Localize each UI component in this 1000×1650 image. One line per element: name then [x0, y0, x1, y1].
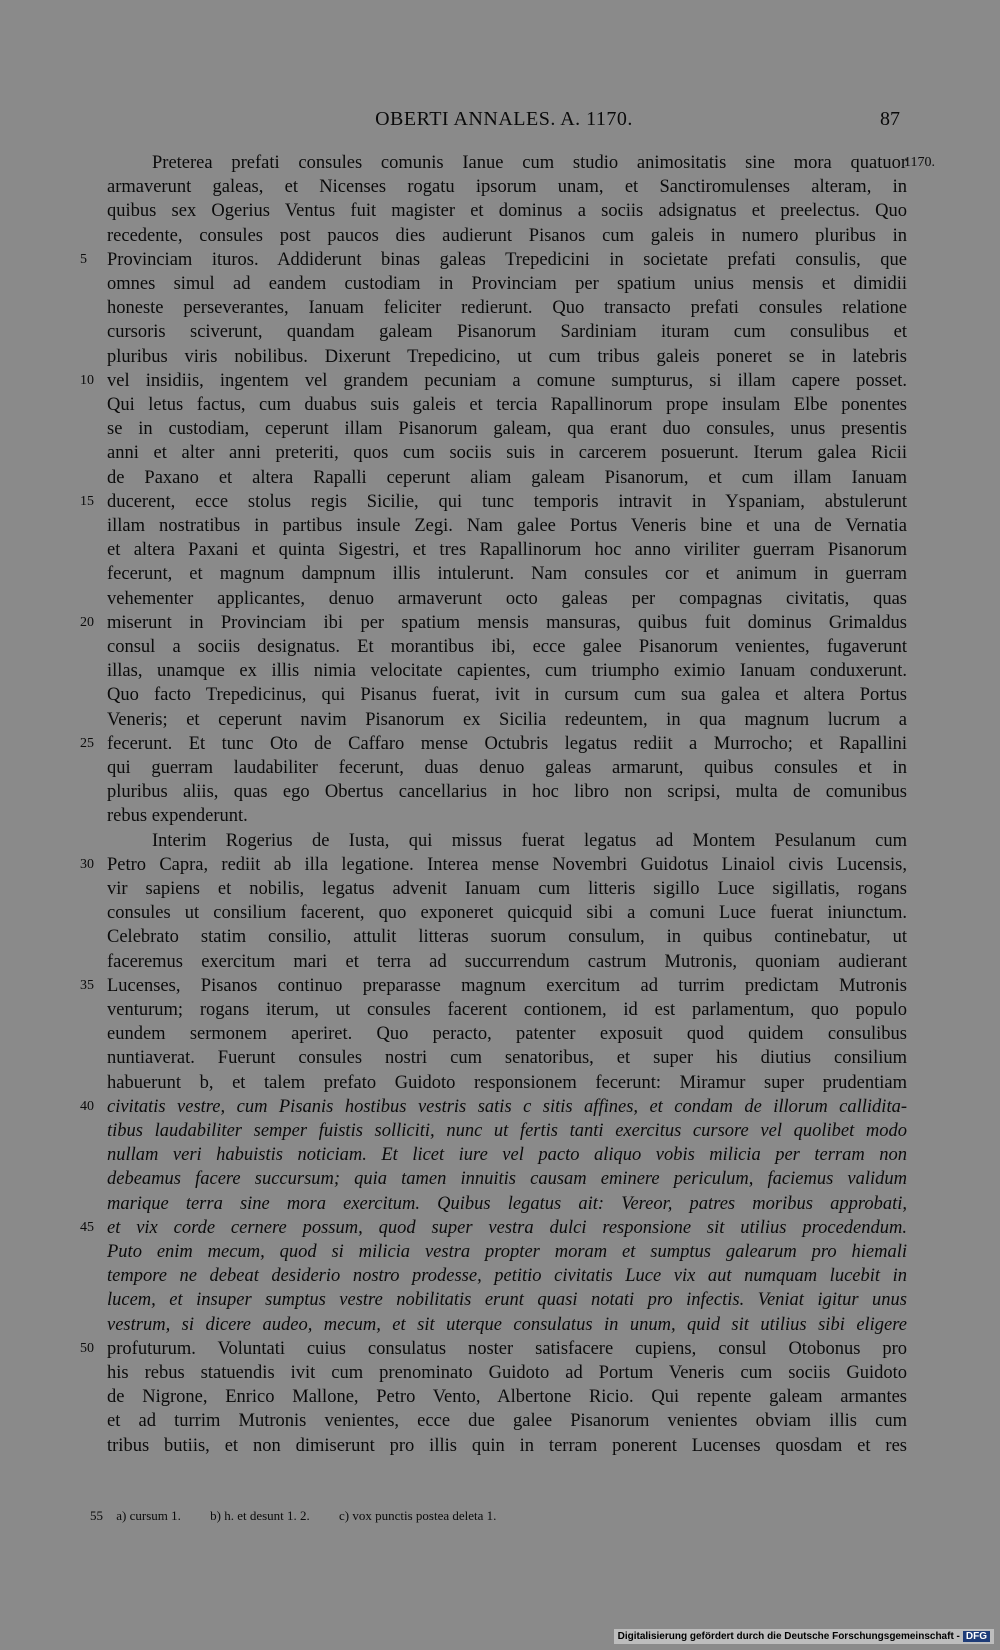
credit-text: Digitalisierung gefördert durch die Deutsche Forschungsgemeinschaft - [617, 1631, 960, 1642]
line-text: Preterea prefati consules comunis Ianue cum studio animositatis sine mora quatuor [152, 153, 907, 173]
text-line [0, 830, 1000, 852]
line-text: illas, unamque ex illis nimia velocitate capientes, cum triumpho eximio Ianuam conduxerunt. [107, 661, 907, 682]
line-text: anni et alter anni preteriti, quos cum sociis suis in carcerem posuerunt. Iterum galea Ricii [107, 443, 907, 464]
text-line [0, 926, 1000, 948]
line-text: pluribus viris nobilibus. Dixerunt Trepedicino, ut cum tribus galeis poneret se in latebris [107, 346, 907, 367]
text-line [0, 273, 1000, 295]
line-text: his rebus statuendis ivit cum prenominato Guidoto ad Portum Veneris cum sociis Guidoto [107, 1363, 907, 1383]
text-line [0, 951, 1000, 973]
line-text: miserunt in Provinciam ibi per spatium mensis mansuras, quibus fuit dominus Grimaldus [107, 612, 907, 633]
line-text: tibus laudabiliter semper fuistis solliciti, nunc ut fertis tanti exercitus cursore vel quolibet modo [107, 1121, 907, 1141]
line-text: quibus sex Ogerius Ventus fuit magister et dominus a sociis adsignatus et preelectus. Quo [107, 201, 907, 222]
text-line [0, 563, 1000, 585]
text-line [0, 1072, 1000, 1094]
line-text: Qui letus factus, cum duabus suis galeis et tercia Rapallinorum prope insulam Elbe ponentes [107, 395, 907, 415]
line-text: Celebrato statim consilio, attulit litteras suorum consulum, in quibus continebatur, ut [107, 927, 907, 948]
page-title: OBERTI ANNALES. A. 1170. [375, 108, 633, 130]
line-text: venturum; rogans iterum, ut consules facerent contionem, id est parlamentum, quo populo [107, 1000, 907, 1020]
line-number: 20 [80, 614, 94, 630]
text-line [0, 902, 1000, 924]
text-line [0, 1386, 1000, 1408]
text-line [0, 588, 1000, 610]
footnote-b: b) h. et desunt 1. 2. [210, 1508, 310, 1523]
line-text: de Paxano et altera Rapalli ceperunt aliam galeam Pisanorum, et cum illam Ianuam [107, 467, 907, 488]
line-text: tribus butiis, et non dimiserunt pro illis quin in terram ponerent Lucenses quosdam et res [107, 1435, 907, 1456]
line-text: qui guerram laudabiliter fecerunt, duas denuo galeas armarunt, quibus consules et in [107, 758, 907, 778]
line-number: 10 [80, 372, 94, 388]
line-text: Veneris; et ceperunt navim Pisanorum ex Sicilia redeuntem, in qua magnum lucrum a [107, 709, 907, 730]
footnote-line-number: 55 [90, 1508, 103, 1523]
text-line [0, 200, 1000, 222]
text-line [0, 176, 1000, 198]
line-number: 35 [80, 977, 94, 993]
footnote-a: a) cursum 1. [116, 1508, 181, 1523]
text-line [0, 660, 1000, 682]
text-line [0, 612, 1000, 634]
line-text: ducerent, ecce stolus regis Sicilie, qui tunc temporis intravit in Yspaniam, abstulerunt [107, 491, 907, 512]
text-line [0, 1096, 1000, 1118]
line-number: 45 [80, 1219, 94, 1235]
footnotes [90, 1508, 522, 1524]
line-text: faceremus exercitum mari et terra ad succurrendum castrum Mutronis, quoniam audierant [107, 951, 907, 972]
text-line [0, 1314, 1000, 1336]
text-line [0, 733, 1000, 755]
text-line [0, 1168, 1000, 1190]
text-line [0, 539, 1000, 561]
line-text: et altera Paxani et quinta Sigestri, et tres Rapallinorum hoc anno viriliter guerram Pisanorum [107, 540, 907, 561]
text-line [0, 152, 1000, 174]
line-text: rebus expenderunt. [107, 806, 248, 827]
text-line [0, 878, 1000, 900]
line-text: fecerunt, et magnum dampnum illis intulerunt. Nam consules cor et animum in guerram [107, 564, 907, 585]
text-line [0, 515, 1000, 537]
line-text: consul a sociis designatus. Et morantibus ibi, ecce galee Pisanorum venientes, fugaverunt [107, 637, 907, 657]
line-text: se in custodiam, ceperunt illam Pisanorum galeam, qua erant duo consules, unus presentis [107, 419, 907, 440]
line-text: nullam veri habuistis noticiam. Et licet iure vel pacto aliquo vobis milicia per terram non [107, 1145, 907, 1166]
line-number: 25 [80, 735, 94, 751]
line-text: et vix corde cernere possum, quod super vestra dulci responsione sit utilius procedendum. [107, 1217, 907, 1238]
line-text: et ad turrim Mutronis venientes, ecce due galee Pisanorum venientes obviam illis cum [107, 1411, 907, 1432]
text-line [0, 442, 1000, 464]
text-line [0, 1144, 1000, 1166]
line-text: cursoris sciverunt, quandam galeam Pisanorum Sardiniam ituram cum consulibus et [107, 322, 907, 343]
footnote-c: c) vox punctis postea deleta 1. [339, 1508, 497, 1523]
line-number: 5 [80, 251, 87, 267]
line-text: civitatis vestre, cum Pisanis hostibus vestris satis c sitis affines, et condam de illorum callidita- [107, 1096, 907, 1117]
text-line [0, 491, 1000, 513]
page-number: 87 [880, 108, 900, 130]
line-text: honeste perseverantes, Ianuam feliciter redierunt. Quo transacto prefati consules relatione [107, 298, 907, 319]
line-text: Petro Capra, rediit ab illa legatione. Interea mense Novembri Guidotus Linaiol civis Lucensis, [107, 854, 907, 875]
text-line [0, 370, 1000, 392]
text-line [0, 1047, 1000, 1069]
running-header [108, 108, 900, 136]
text-line [0, 418, 1000, 440]
line-text: Interim Rogerius de Iusta, qui missus fuerat legatus ad Montem Pesulanum cum [152, 830, 907, 851]
text-line [0, 854, 1000, 876]
text-line [0, 1193, 1000, 1215]
line-text: armaverunt galeas, et Nicenses rogatu ipsorum unam, et Sanctiromulenses alteram, in [107, 177, 907, 198]
line-text: pluribus aliis, quas ego Obertus cancellarius in hoc libro non scripsi, multa de comunibus [107, 782, 907, 803]
line-text: consules ut consilium facerent, quo exponeret quicquid sibi a comuni Luce fuerat iniunctum. [107, 903, 907, 924]
text-line [0, 1435, 1000, 1457]
text-line [0, 1023, 1000, 1045]
text-line [0, 1217, 1000, 1239]
text-line [0, 297, 1000, 319]
text-line [0, 684, 1000, 706]
line-text: recedente, consules post paucos dies audierunt Pisanos cum galeis in numero pluribus in [107, 225, 907, 246]
line-text: vir sapiens et nobilis, legatus advenit Ianuam cum litteris sigillo Luce sigillatis, rogans [107, 879, 907, 899]
text-line [0, 1338, 1000, 1360]
text-line [0, 1362, 1000, 1384]
text-line [0, 999, 1000, 1021]
line-number: 15 [80, 493, 94, 509]
text-line [0, 346, 1000, 368]
line-text: vestrum, si dicere audeo, mecum, et sit uterque consulatus in unum, quid sit utilius sibi eligere [107, 1314, 907, 1335]
text-line [0, 249, 1000, 271]
line-text: Quo facto Trepedicinus, qui Pisanus fuerat, ivit in cursum cum sua galea et altera Portus [107, 685, 907, 706]
text-line [0, 1410, 1000, 1432]
line-text: marique terra sine mora exercitum. Quibus legatus ait: Vereor, patres moribus approbati, [107, 1193, 907, 1214]
line-text: de Nigrone, Enrico Mallone, Petro Vento, Albertone Ricio. Qui repente galeam armantes [107, 1387, 907, 1408]
text-line [0, 709, 1000, 731]
line-text: tempore ne debeat desiderio nostro prodesse, petitio civitatis Luce vix aut numquam lucebit in [107, 1266, 907, 1287]
text-line [0, 467, 1000, 489]
line-text: omnes simul ad eandem custodiam in Provinciam per spatium unius mensis et dimidii [107, 274, 907, 294]
line-text: illam nostratibus in partibus insule Zegi. Nam galee Portus Veneris bine et una de Vernatia [107, 516, 907, 536]
text-line [0, 394, 1000, 416]
text-line [0, 1120, 1000, 1142]
line-text: Lucenses, Pisanos continuo preparasse magnum exercitum ad turrim predictam Mutronis [107, 975, 907, 996]
line-number: 40 [80, 1098, 94, 1114]
text-line [0, 225, 1000, 247]
text-line [0, 1265, 1000, 1287]
line-text: vehementer applicantes, denuo armaverunt octo galeas per compagnas civitatis, quas [107, 588, 907, 609]
text-line [0, 321, 1000, 343]
text-line [0, 975, 1000, 997]
text-line [0, 781, 1000, 803]
text-line [0, 1289, 1000, 1311]
line-text: nuntiaverat. Fuerunt consules nostri cum senatoribus, et super his diutius consilium [107, 1048, 907, 1069]
text-line [0, 805, 1000, 827]
line-text: vel insidiis, ingentem vel grandem pecuniam a comune sumpturus, si illam capere posset. [107, 370, 907, 391]
text-line [0, 757, 1000, 779]
line-number: 50 [80, 1340, 94, 1356]
text-line [0, 636, 1000, 658]
margin-year: 1170. [904, 155, 935, 170]
digitization-credit [614, 1629, 994, 1644]
text-line [0, 1241, 1000, 1263]
line-text: eundem sermonem aperiret. Quo peracto, patenter exposuit quod quidem consulibus [107, 1024, 907, 1045]
line-text: Puto enim mecum, quod si milicia vestra propter moram et sumptus galearum pro hiemali [107, 1242, 907, 1262]
line-text: habuerunt b, et talem prefato Guidoto responsionem fecerunt: Miramur super prudentiam [107, 1072, 907, 1093]
line-text: Provinciam ituros. Addiderunt binas galeas Trepedicini in societate prefati consulis, que [107, 249, 907, 270]
line-text: debeamus facere succursum; quia tamen innuitis causam eminere periculum, faciemus validum [107, 1169, 907, 1190]
line-text: fecerunt. Et tunc Oto de Caffaro mense Octubris legatus rediit a Murrocho; et Rapallini [107, 733, 907, 754]
dfg-logo: DFG [963, 1631, 990, 1642]
line-text: lucem, et insuper sumptus vestre nobilitatis erunt quasi notati pro infectis. Veniat igitur unus [107, 1290, 907, 1311]
line-text: profuturum. Voluntati cuius consulatus noster satisfacere cupiens, consul Otobonus pro [107, 1338, 907, 1359]
line-number: 30 [80, 856, 94, 872]
